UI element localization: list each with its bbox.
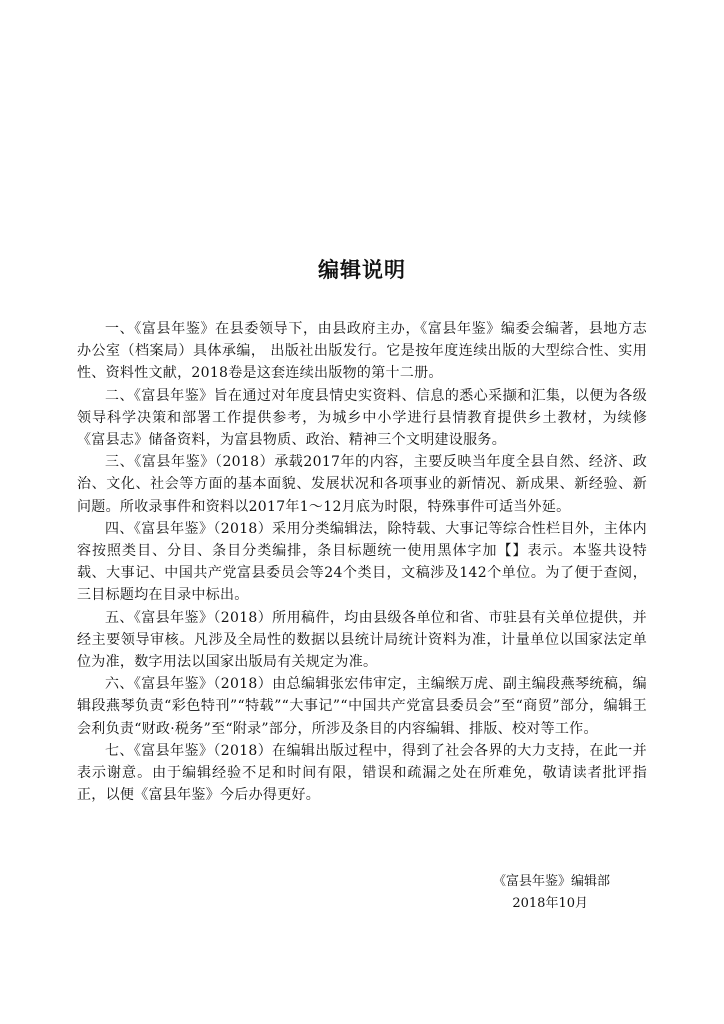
document-body xyxy=(77,318,647,806)
paragraph-4: 四、《富县年鉴》（2018）采用分类编辑法，除特载、大事记等综合性栏目外，主体内容按照类目、分目、条目分类编排，条目标题统一使用黑体字加【】表示。本鉴共设特载、大事记、中国共产党富县委员会等24个类目，文稿涉及142个单位。为了便于查阅，三目标题均在目录中标出。 xyxy=(77,520,647,604)
paragraph-3: 三、《富县年鉴》（2018）承载2017年的内容，主要反映当年度全县自然、经济、政治、文化、社会等方面的基本面貌、发展状况和各项事业的新情况、新成果、新经验、新问题。所收录事件和资料以2017年1～12月底为时限，特殊事件可适当外延。 xyxy=(77,454,647,515)
document-title: 编辑说明 xyxy=(318,258,406,282)
paragraph-1: 一、《富县年鉴》在县委领导下，由县政府主办，《富县年鉴》编委会编著，县地方志办公室（档案局）具体承编， 出版社出版发行。它是按年度连续出版的大型综合性、实用性、资料性文献，2018卷是这套连续出版物的第十二册。 xyxy=(77,321,647,382)
paragraph-6: 六、《富县年鉴》（2018）由总编辑张宏伟审定，主编缑万虎、副主编段燕琴统稿，编辑段燕琴负责“彩色特刊”“特载”“大事记”“中国共产党富县委员会”至“商贸”部分，编辑王会利负责“财政·税务”至“附录”部分，所涉及条目的内容编辑、排版、校对等工作。 xyxy=(77,676,647,737)
paragraph-2: 二、《富县年鉴》旨在通过对年度县情史实资料、信息的悉心采撷和汇集，以便为各级领导科学决策和部署工作提供参考，为城乡中小学进行县情教育提供乡土教材，为续修《富县志》储备资料，为富县物质、政治、精神三个文明建设服务。 xyxy=(77,387,647,449)
signoff-date: 2018年10月 xyxy=(512,896,588,911)
signoff-block xyxy=(380,871,610,915)
signoff-editor: 《富县年鉴》编辑部 xyxy=(492,874,610,889)
paragraph-7: 七、《富县年鉴》（2018）在编辑出版过程中，得到了社会各界的大力支持，在此一并表示谢意。由于编辑经验不足和时间有限，错误和疏漏之处在所难免，敬请读者批评指正，以便《富县年鉴》今后办得更好。 xyxy=(77,742,647,804)
paragraph-5: 五、《富县年鉴》（2018）所用稿件，均由县级各单位和省、市驻县有关单位提供，并经主要领导审核。凡涉及全局性的数据以县统计局统计资料为准，计量单位以国家法定单位为准，数字用法以国家出版局有关规定为准。 xyxy=(77,609,647,671)
